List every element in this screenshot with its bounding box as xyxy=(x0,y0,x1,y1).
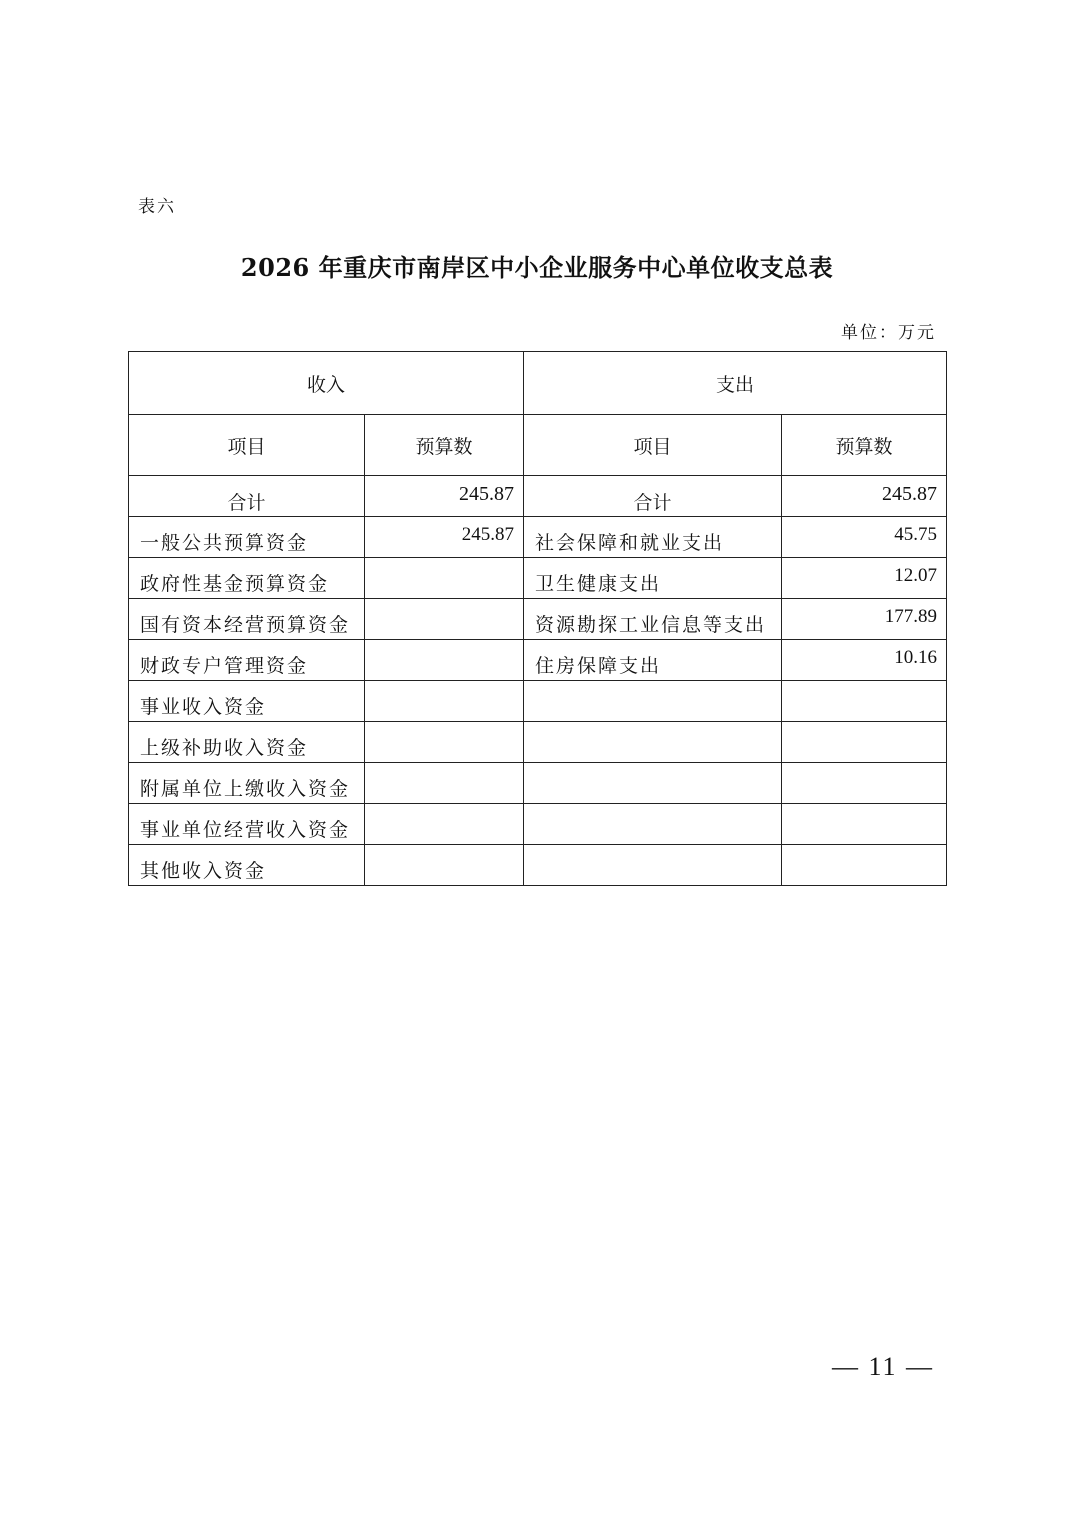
expense-item: 卫生健康支出 xyxy=(524,558,782,599)
income-item: 附属单位上缴收入资金 xyxy=(129,763,365,804)
table-row xyxy=(129,681,947,722)
expense-amount xyxy=(782,845,947,886)
table-row xyxy=(129,640,947,681)
expense-item: 社会保障和就业支出 xyxy=(524,517,782,558)
expense-item xyxy=(524,845,782,886)
page-number: — 11 — xyxy=(831,1352,934,1381)
expense-item xyxy=(524,722,782,763)
expense-item xyxy=(524,763,782,804)
income-amount xyxy=(365,681,524,722)
income-item: 上级补助收入资金 xyxy=(129,722,365,763)
income-amount xyxy=(365,640,524,681)
expense-item xyxy=(524,804,782,845)
table-row xyxy=(129,722,947,763)
expense-amount xyxy=(782,804,947,845)
table-row xyxy=(129,558,947,599)
expense-item: 住房保障支出 xyxy=(524,640,782,681)
expense-item: 资源勘探工业信息等支出 xyxy=(524,599,782,640)
budget-summary-table xyxy=(128,351,947,886)
income-amount xyxy=(365,804,524,845)
income-amount xyxy=(365,845,524,886)
income-amount xyxy=(365,763,524,804)
total-row xyxy=(129,476,947,517)
income-item: 事业收入资金 xyxy=(129,681,365,722)
table-row xyxy=(129,599,947,640)
expense-budget-header: 预算数 xyxy=(782,415,947,476)
expense-item-header: 项目 xyxy=(524,415,782,476)
income-item: 国有资本经营预算资金 xyxy=(129,599,365,640)
expense-amount xyxy=(782,681,947,722)
table-row xyxy=(129,763,947,804)
income-item: 其他收入资金 xyxy=(129,845,365,886)
expense-header: 支出 xyxy=(524,352,947,415)
expense-total-label: 合计 xyxy=(524,476,782,517)
income-amount xyxy=(365,558,524,599)
income-amount: 245.87 xyxy=(365,517,524,558)
income-total-amount: 245.87 xyxy=(365,476,524,517)
table-row xyxy=(129,804,947,845)
income-amount xyxy=(365,599,524,640)
document-title: 2026 年重庆市南岸区中小企业服务中心单位收支总表 xyxy=(240,253,834,282)
expense-item xyxy=(524,681,782,722)
expense-amount: 177.89 xyxy=(782,599,947,640)
table-row xyxy=(129,517,947,558)
income-amount xyxy=(365,722,524,763)
income-item: 政府性基金预算资金 xyxy=(129,558,365,599)
income-item-header: 项目 xyxy=(129,415,365,476)
income-header: 收入 xyxy=(129,352,524,415)
expense-amount xyxy=(782,763,947,804)
income-item: 财政专户管理资金 xyxy=(129,640,365,681)
unit-label: 单位：万元 xyxy=(841,323,936,343)
income-budget-header: 预算数 xyxy=(365,415,524,476)
table-row xyxy=(129,845,947,886)
expense-amount: 12.07 xyxy=(782,558,947,599)
expense-amount: 10.16 xyxy=(782,640,947,681)
income-item: 事业单位经营收入资金 xyxy=(129,804,365,845)
expense-total-amount: 245.87 xyxy=(782,476,947,517)
income-item: 一般公共预算资金 xyxy=(129,517,365,558)
expense-amount xyxy=(782,722,947,763)
expense-amount: 45.75 xyxy=(782,517,947,558)
income-total-label: 合计 xyxy=(129,476,365,517)
table-label: 表六 xyxy=(138,197,176,217)
